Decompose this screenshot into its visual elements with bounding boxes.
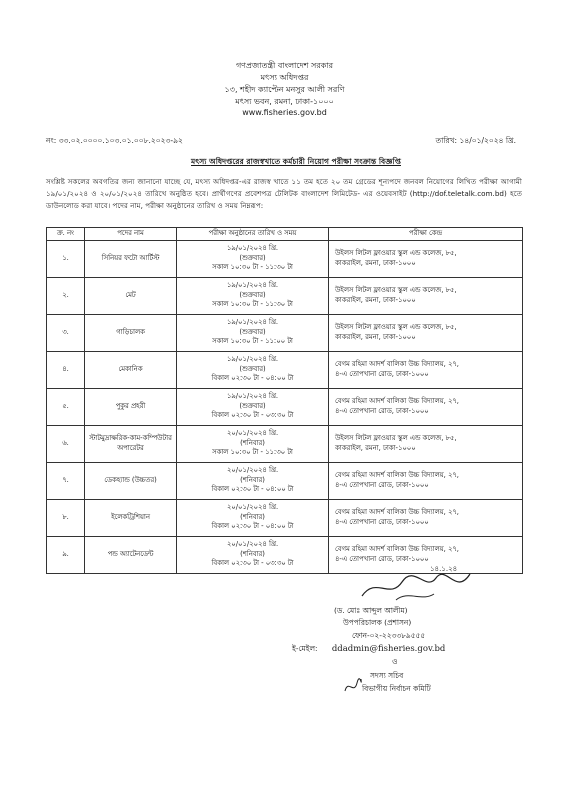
cell-serial-line: ২. — [62, 290, 69, 299]
cell-venue-line: বেগম রহিমা আদর্শ বালিকা উচ্চ বিদ্যালয়, ২৭, — [335, 360, 459, 368]
header-government: গণপ্রজাতন্ত্রী বাংলাদেশ সরকার — [235, 61, 334, 70]
email-label: ই-মেইল: — [292, 644, 318, 653]
cell-date-time — [177, 462, 329, 499]
cell-post — [85, 462, 177, 499]
cell-post — [85, 536, 177, 573]
cell-date-time — [177, 499, 329, 536]
memo-number: নং: ৩৩.০২.০০০০.১০৩.০১.০০৮.২০২৩-৯২ — [46, 136, 183, 145]
cell-serial-line: ১. — [62, 253, 69, 262]
table-row — [47, 462, 523, 499]
cell-venue-line: ৪-এ তোপখানা রোড, ঢাকা-১০০০ — [335, 517, 429, 526]
cell-date-time — [177, 240, 329, 277]
cell-date-time-line: ২০/০১/২০২৪ খ্রি. — [226, 540, 279, 549]
cell-date-time-line: ২০/০১/২০২৪ খ্রি. — [226, 503, 279, 512]
header-post: পদের নাম — [85, 228, 177, 241]
header-department: মৎস্য অধিদপ্তর — [260, 73, 309, 82]
cell-serial — [47, 314, 85, 351]
cell-date-time-line: (শনিবার) — [240, 438, 265, 447]
cell-serial-line: ৫. — [62, 401, 69, 410]
cell-venue — [329, 462, 523, 499]
cell-post-line: পুকুর প্রহরী — [115, 401, 146, 410]
table-row — [47, 425, 523, 462]
date-label: তারিখ: — [435, 136, 458, 145]
cell-venue-line: কাকরাইল, রমনা, ঢাকা-১০০০ — [335, 258, 416, 267]
cell-date-time — [177, 314, 329, 351]
cell-date-time-line: সকাল ১০:৩০ টা - ১১:৩০ টা — [212, 263, 293, 272]
cell-serial — [47, 462, 85, 499]
cell-venue — [329, 351, 523, 388]
header-building: মৎস্য ভবন, রমনা, ঢাকা-১০০০ — [235, 97, 334, 106]
cell-post — [85, 240, 177, 277]
committee-role: সদস্য সচিব — [370, 671, 404, 680]
signature-date: ১৪.১.২৪ — [430, 565, 458, 573]
table-row — [47, 240, 523, 277]
cell-date-time-line: (শনিবার) — [240, 512, 265, 521]
cell-date-time-line: ২০/০১/২০২৪ খ্রি. — [226, 429, 279, 438]
cell-date-time-line: সকাল ১০:৩০ টা - ১১:০০ টা — [212, 337, 293, 346]
cell-venue-line: বেগম রহিমা আদর্শ বালিকা উচ্চ বিদ্যালয়, ২৭, — [335, 397, 459, 405]
cell-serial — [47, 388, 85, 425]
cell-venue-line: কাকরাইল, রমনা, ঢাকা-১০০০ — [335, 443, 416, 452]
cell-date-time-line: সকাল ১০:৩০ টা - ১১:৩০ টা — [212, 300, 293, 309]
initial-mark — [342, 675, 364, 697]
cell-venue-line: উইলস লিটল ফ্লাওয়ার স্কুল এন্ড কলেজ, ৮৫, — [335, 286, 457, 294]
cell-serial-line: ৬. — [62, 438, 69, 447]
cell-venue-line: বেগম রহিমা আদর্শ বালিকা উচ্চ বিদ্যালয়, ২৭, — [335, 471, 459, 479]
cell-post — [85, 388, 177, 425]
header-address-line: ১৩, শহীদ ক্যাপ্টেন মনসুর আলী সরণি — [224, 85, 345, 94]
cell-date-time-line: (শুক্রবার) — [239, 327, 266, 336]
cell-serial-line: ৩. — [62, 327, 69, 336]
cell-post-line: ইলেকট্রিশিয়ান — [111, 512, 150, 521]
committee-name: বিভাগীয় নির্বাচন কমিটি — [362, 684, 431, 693]
cell-venue — [329, 240, 523, 277]
cell-serial — [47, 240, 85, 277]
cell-post-line: সিনিয়র ফটো আর্টিস্ট — [101, 253, 160, 262]
cell-post-line: মেট — [125, 290, 136, 299]
cell-date-time-line: বিকাল ০২:৩০ টা - ০৩:৩০ টা — [211, 411, 294, 420]
cell-date-time — [177, 536, 329, 573]
date-value: ১৪/০১/২০২৪ খ্রি. — [459, 136, 516, 145]
cell-post-line: মেকানিক — [118, 364, 143, 373]
cell-venue-line: ৪-এ তোপখানা রোড, ঢাকা-১০০০ — [335, 480, 429, 489]
cell-post — [85, 499, 177, 536]
cell-post-line: ডেকহ্যান্ড (উচ্চতর) — [104, 475, 157, 484]
cell-venue-line: বেগম রহিমা আদর্শ বালিকা উচ্চ বিদ্যালয়, ২৭, — [335, 508, 459, 516]
table-row — [47, 314, 523, 351]
cell-date-time-line: ১৯/০১/২০২৪ খ্রি. — [226, 355, 279, 364]
signatory-designation: উপপরিচালক (প্রশাসন) — [343, 618, 412, 627]
header-venue: পরীক্ষা কেন্দ্র — [329, 228, 523, 241]
cell-venue-line: কাকরাইল, রমনা, ঢাকা-১০০০ — [335, 295, 416, 304]
cell-post-line: গাড়িচালক — [116, 327, 145, 336]
notice-subject: মৎস্য অধিদপ্তরের রাজস্বখাতে কর্মচারী নিয়োগ পরীক্ষা সংক্রান্ত বিজ্ঞপ্তি — [191, 157, 401, 166]
cell-venue — [329, 425, 523, 462]
cell-venue-line: বেগম রহিমা আদর্শ বালিকা উচ্চ বিদ্যালয়, ২৭, — [335, 545, 459, 553]
cell-date-time-line: (শুক্রবার) — [239, 401, 266, 410]
cell-post — [85, 314, 177, 351]
cell-date-time-line: ১৯/০১/২০২৪ খ্রি. — [226, 392, 279, 401]
cell-post — [85, 425, 177, 462]
cell-venue — [329, 277, 523, 314]
cell-serial-line: ৮. — [62, 512, 69, 521]
cell-venue-line: ৪-এ তোপখানা রোড, ঢাকা-১০০০ — [335, 554, 429, 563]
table-row — [47, 351, 523, 388]
cell-date-time-line: (শুক্রবার) — [239, 364, 266, 373]
cell-date-time-line: সকাল ১০:৩০ টা - ১১:৩০ টা — [212, 448, 293, 457]
cell-date-time — [177, 388, 329, 425]
cell-serial — [47, 351, 85, 388]
signatory-name: (ড. মোঃ আব্দুল আলীম) — [334, 606, 408, 615]
table-body — [47, 240, 523, 573]
signatory-phone: ফোন-০২-২২৩৩৮৯৫৫৫ — [352, 631, 426, 640]
header-website: www.fisheries.gov.bd — [242, 108, 327, 117]
table-row — [47, 499, 523, 536]
cell-venue — [329, 314, 523, 351]
cell-venue-line: উইলস লিটল ফ্লাওয়ার স্কুল এন্ড কলেজ, ৮৫, — [335, 434, 457, 442]
cell-date-time-line: ১৯/০১/২০২৪ খ্রি. — [226, 244, 279, 253]
table-row — [47, 388, 523, 425]
cell-venue-line: ৪-এ তোপখানা রোড, ঢাকা-১০০০ — [335, 369, 429, 378]
cell-date-time-line: বিকাল ০২:৩০ টা - ০৩:৩০ টা — [211, 559, 294, 568]
cell-date-time — [177, 351, 329, 388]
cell-date-time-line: (শনিবার) — [240, 475, 265, 484]
cell-date-time — [177, 425, 329, 462]
cell-venue-line: কাকরাইল, রমনা, ঢাকা-১০০০ — [335, 332, 416, 341]
cell-venue — [329, 388, 523, 425]
cell-serial — [47, 536, 85, 573]
cell-post — [85, 351, 177, 388]
cell-date-time-line: ১৯/০১/২০২৪ খ্রি. — [226, 281, 279, 290]
table-header-row — [47, 228, 523, 241]
cell-post — [85, 277, 177, 314]
header-serial: ক্র. নং — [47, 228, 85, 241]
table-row — [47, 277, 523, 314]
cell-date-time-line: বিকাল ০২:৩০ টা - ০৪:০০ টা — [211, 522, 294, 531]
cell-venue-line: উইলস লিটল ফ্লাওয়ার স্কুল এন্ড কলেজ, ৮৫, — [335, 249, 457, 257]
cell-serial — [47, 425, 85, 462]
cell-serial — [47, 277, 85, 314]
cell-serial-line: ৭. — [62, 475, 69, 484]
notice-intro: সংশ্লিষ্ট সকলের অবগতির জন্য জানানো যাচ্ছে যে, মৎস্য অধিদপ্তর-এর রাজস্ব খাতে ১১ তম হতে ২০ তম গ্রেডের শূন্যপদে জনবল নিয়োগের লিখিত পরীক্ষা আগামী ১৯/০১/২০২৪ ও ২০/০১/২০২৪ তারিখে অনুষ্ঠিত হবে। প্রার্থীগণের প্রবেশপত্র টেলিটক বাংলাদেশ লিমিটেড- এর ওয়েবসাইট (http://dof.teletalk.com.bd) হতে ডাউনলোড করা যাবে। পদের নাম, পরীক্ষা অনুষ্ঠানের তারিখ ও সময় নিম্নরূপ: — [46, 177, 522, 210]
cell-date-time-line: (শুক্রবার) — [239, 290, 266, 299]
cell-date-time-line: ২০/০১/২০২৪ খ্রি. — [226, 466, 279, 475]
cell-post-line: স্টাটমুদ্রাক্ষরিক-কাম-কম্পিউটার অপারেটর — [89, 434, 172, 452]
cell-post-line: পন্ড অ্যাটেনডেন্ট — [107, 549, 154, 558]
cell-date-time-line: ১৯/০১/২০২৪ খ্রি. — [226, 318, 279, 327]
cell-date-time-line: বিকাল ০২:৩০ টা - ০৪:০০ টা — [211, 374, 294, 383]
cell-date-time-line: (শনিবার) — [240, 549, 265, 558]
conjunction: ও — [392, 657, 398, 666]
cell-serial — [47, 499, 85, 536]
signatory-email-line — [292, 643, 512, 655]
signatory-email: ddadmin@fisheries.gov.bd — [331, 644, 446, 654]
cell-serial-line: ৯. — [62, 549, 69, 558]
cell-serial-line: ৪. — [62, 364, 69, 373]
cell-date-time-line: (শুক্রবার) — [239, 253, 266, 262]
cell-venue-line: ৪-এ তোপখানা রোড, ঢাকা-১০০০ — [335, 406, 429, 415]
cell-date-time-line: বিকাল ০২:৩০ টা - ০৪:০০ টা — [211, 485, 294, 494]
header-date-time: পরীক্ষা অনুষ্ঠানের তারিখ ও সময় — [177, 228, 329, 241]
exam-schedule-table — [46, 227, 523, 574]
cell-date-time — [177, 277, 329, 314]
cell-venue — [329, 499, 523, 536]
issue-date — [436, 136, 516, 148]
cell-venue-line: উইলস লিটল ফ্লাওয়ার স্কুল এন্ড কলেজ, ৮৫, — [335, 323, 457, 331]
